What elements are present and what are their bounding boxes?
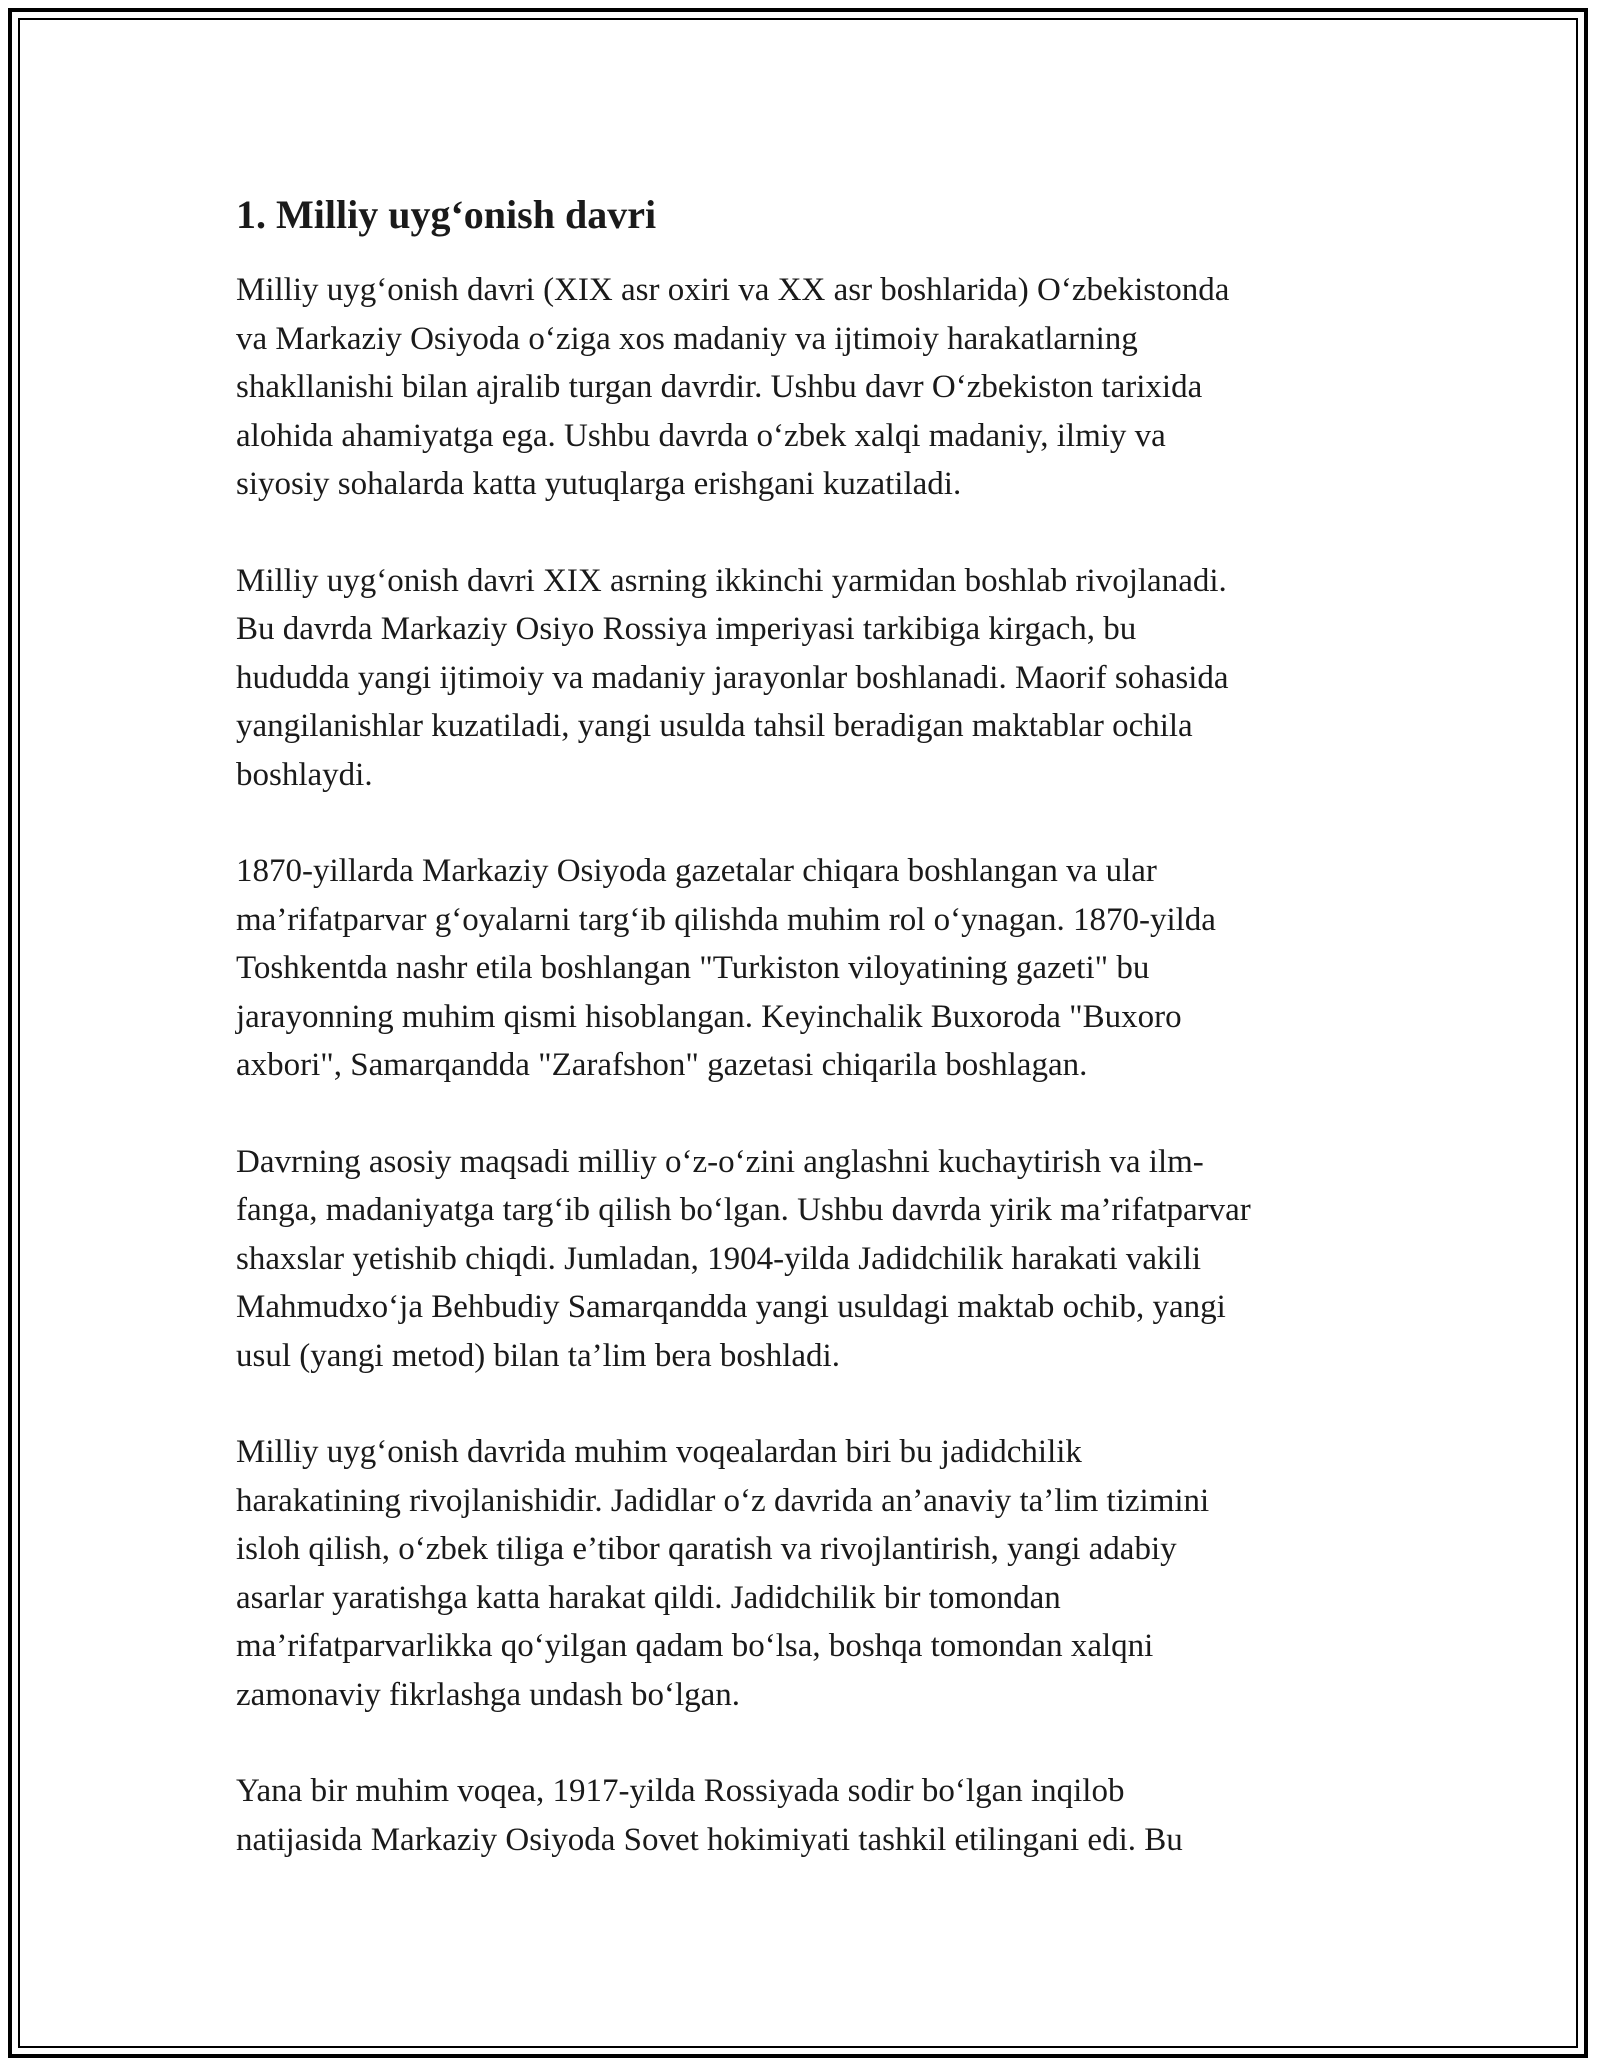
paragraph-6: Yana bir muhim voqea, 1917-yilda Rossiyada sodir bo‘lgan inqilob natijasida Markaziy Osiyoda Sovet hokimiyati tashkil etilingani edi. Bu bbox=[236, 1773, 1183, 1858]
section-heading: 1. Milliy uyg‘onish davri bbox=[236, 192, 657, 237]
paragraph-1: Milliy uyg‘onish davri (XIX asr oxiri va XX asr boshlarida) O‘zbekistonda va Markaziy Osiyoda o‘ziga xos madaniy va ijtimoiy harakatlarning shakllanishi bilan ajralib turgan davrdir. Ushbu davr O‘zbekiston tarixida alohida ahamiyatga ega. Ushbu davrda o‘zbek xalqi madaniy, ilmiy va siyosiy sohalarda katta yutuqlarga erishgani kuzatiladi. bbox=[236, 272, 1230, 502]
paragraph-3: 1870-yillarda Markaziy Osiyoda gazetalar chiqara boshlangan va ular ma’rifatparvar g‘oyalarni targ‘ib qilishda muhim rol o‘ynagan. 1870-yilda Toshkentda nashr etila boshlangan "Turkiston viloyatining gazeti" bu jarayonning muhim qismi hisoblangan. Keyinchalik Buxoroda "Buxoro axbori", Samarqandda "Zarafshon" gazetasi chiqarila boshlagan. bbox=[236, 853, 1216, 1083]
document-body bbox=[236, 186, 1386, 1912]
paragraph-5: Milliy uyg‘onish davrida muhim voqealardan biri bu jadidchilik harakatining rivojlanishidir. Jadidlar o‘z davrida an’anaviy ta’lim tizimini isloh qilish, o‘zbek tiliga e’tibor qaratish va rivojlantirish, yangi adabiy asarlar yaratishga katta harakat qildi. Jadidchilik bir tomondan ma’rifatparvarlikka qo‘yilgan qadam bo‘lsa, boshqa tomondan xalqni zamonaviy fikrlashga undash bo‘lgan. bbox=[236, 1434, 1210, 1713]
paragraph-4: Davrning asosiy maqsadi milliy o‘z-o‘zini anglashni kuchaytirish va ilm- fanga, madaniyatga targ‘ib qilish bo‘lgan. Ushbu davrda yirik ma’rifatparvar shaxslar yetishib chiqdi. Jumladan, 1904-yilda Jadidchilik harakati vakili Mahmudxo‘ja Behbudiy Samarqandda yangi usuldagi maktab ochib, yangi usul (yangi metod) bilan ta’lim bera boshladi. bbox=[236, 1143, 1251, 1374]
paragraph-2: Milliy uyg‘onish davri XIX asrning ikkinchi yarmidan boshlab rivojlanadi. Bu davrda Markaziy Osiyo Rossiya imperiyasi tarkibiga kirgach, bu hududda yangi ijtimoiy va madaniy jarayonlar boshlanadi. Maorif sohasida yangilanishlar kuzatiladi, yangi usulda tahsil beradigan maktablar ochila boshlaydi. bbox=[236, 562, 1229, 793]
